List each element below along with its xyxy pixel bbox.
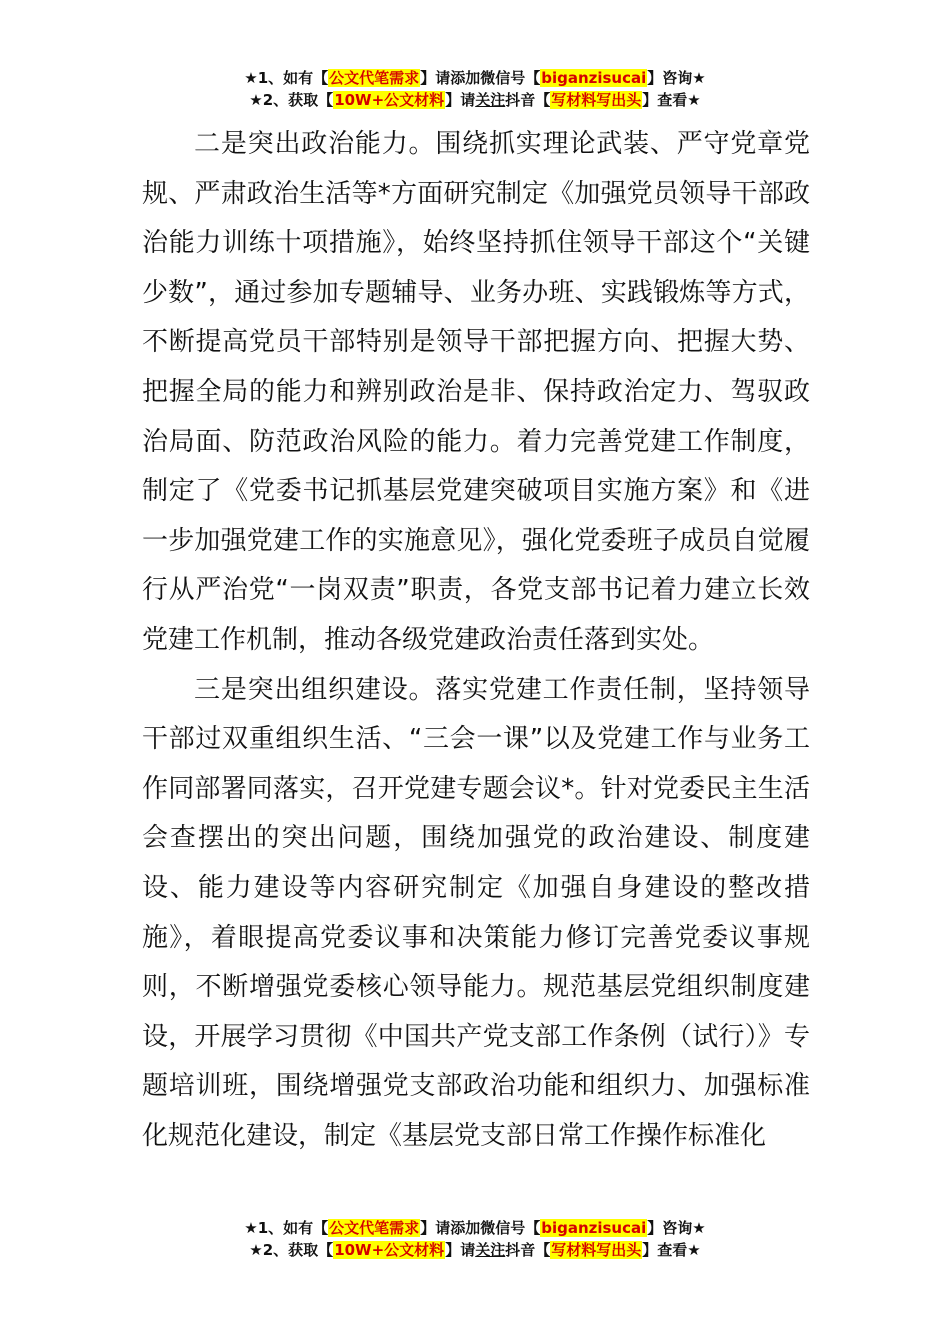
header-banner: [0, 67, 950, 111]
banner-text: 】请: [445, 91, 476, 109]
banner-text: 】查看★: [642, 1241, 701, 1259]
banner-text: 】请: [445, 1241, 476, 1259]
banner-line-2: [0, 1239, 950, 1261]
banner-highlight: 10W+公文材料: [334, 91, 445, 109]
banner-highlight: 公文代笔需求: [329, 1219, 420, 1237]
paragraph-political-capacity: 二是突出政治能力。围绕抓实理论武装、严守党章党规、严肃政治生活等*方面研究制定《加强党员领导干部政治能力训练十项措施》，始终坚持抓住领导干部这个“关键少数”，通过参加专题辅导、业务办班、实践锻炼等方式，不断提高党员干部特别是领导干部把握方向、把握大势、把握全局的能力和辨别政治是非、保持政治定力、驾驭政治局面、防范政治风险的能力。着力完善党建工作制度，制定了《党委书记抓基层党建突破项目实施方案》和《进一步加强党建工作的实施意见》，强化党委班子成员自觉履行从严治党“一岗双责”职责，各党支部书记着力建立长效党建工作机制，推动各级党建政治责任落到实处。: [142, 129, 810, 655]
banner-underlined: 关注: [475, 91, 506, 109]
banner-text: ★2、获取【: [249, 1241, 334, 1259]
banner-text: 】咨询★: [647, 1219, 706, 1237]
banner-text: 抖音【: [505, 91, 551, 109]
banner-text: 】请添加微信号【: [420, 69, 541, 87]
banner-line-1: [0, 67, 950, 89]
banner-highlight-douyin: 写材料写出头: [551, 1241, 642, 1259]
banner-line-1: [0, 1217, 950, 1239]
banner-underlined: 关注: [475, 1241, 506, 1259]
document-body: [142, 120, 810, 1161]
banner-line-2: [0, 89, 950, 111]
footer-banner: [0, 1217, 950, 1261]
banner-text: 】查看★: [642, 91, 701, 109]
banner-highlight: 公文代笔需求: [329, 69, 420, 87]
banner-text: ★1、如有【: [244, 69, 329, 87]
banner-text: 抖音【: [505, 1241, 551, 1259]
banner-text: 】咨询★: [647, 69, 706, 87]
banner-highlight: 10W+公文材料: [334, 1241, 445, 1259]
banner-highlight-wechat: biganzisucai: [541, 69, 647, 87]
paragraph-organization-building: 三是突出组织建设。落实党建工作责任制，坚持领导干部过双重组织生活、“三会一课”以及党建工作与业务工作同部署同落实，召开党建专题会议*。针对党委民主生活会查摆出的突出问题，围绕加强党的政治建设、制度建设、能力建设等内容研究制定《加强自身建设的整改措施》，着眼提高党委议事和决策能力修订完善党委议事规则，不断增强党委核心领导能力。规范基层党组织制度建设，开展学习贯彻《中国共产党支部工作条例（试行）》专题培训班，围绕增强党支部政治功能和组织力、加强标准化规范化建设，制定《基层党支部日常工作操作标准化: [142, 674, 810, 1151]
banner-text: ★2、获取【: [249, 91, 334, 109]
banner-text: 】请添加微信号【: [420, 1219, 541, 1237]
banner-highlight-douyin: 写材料写出头: [551, 91, 642, 109]
banner-highlight-wechat: biganzisucai: [541, 1219, 647, 1237]
banner-text: ★1、如有【: [244, 1219, 329, 1237]
